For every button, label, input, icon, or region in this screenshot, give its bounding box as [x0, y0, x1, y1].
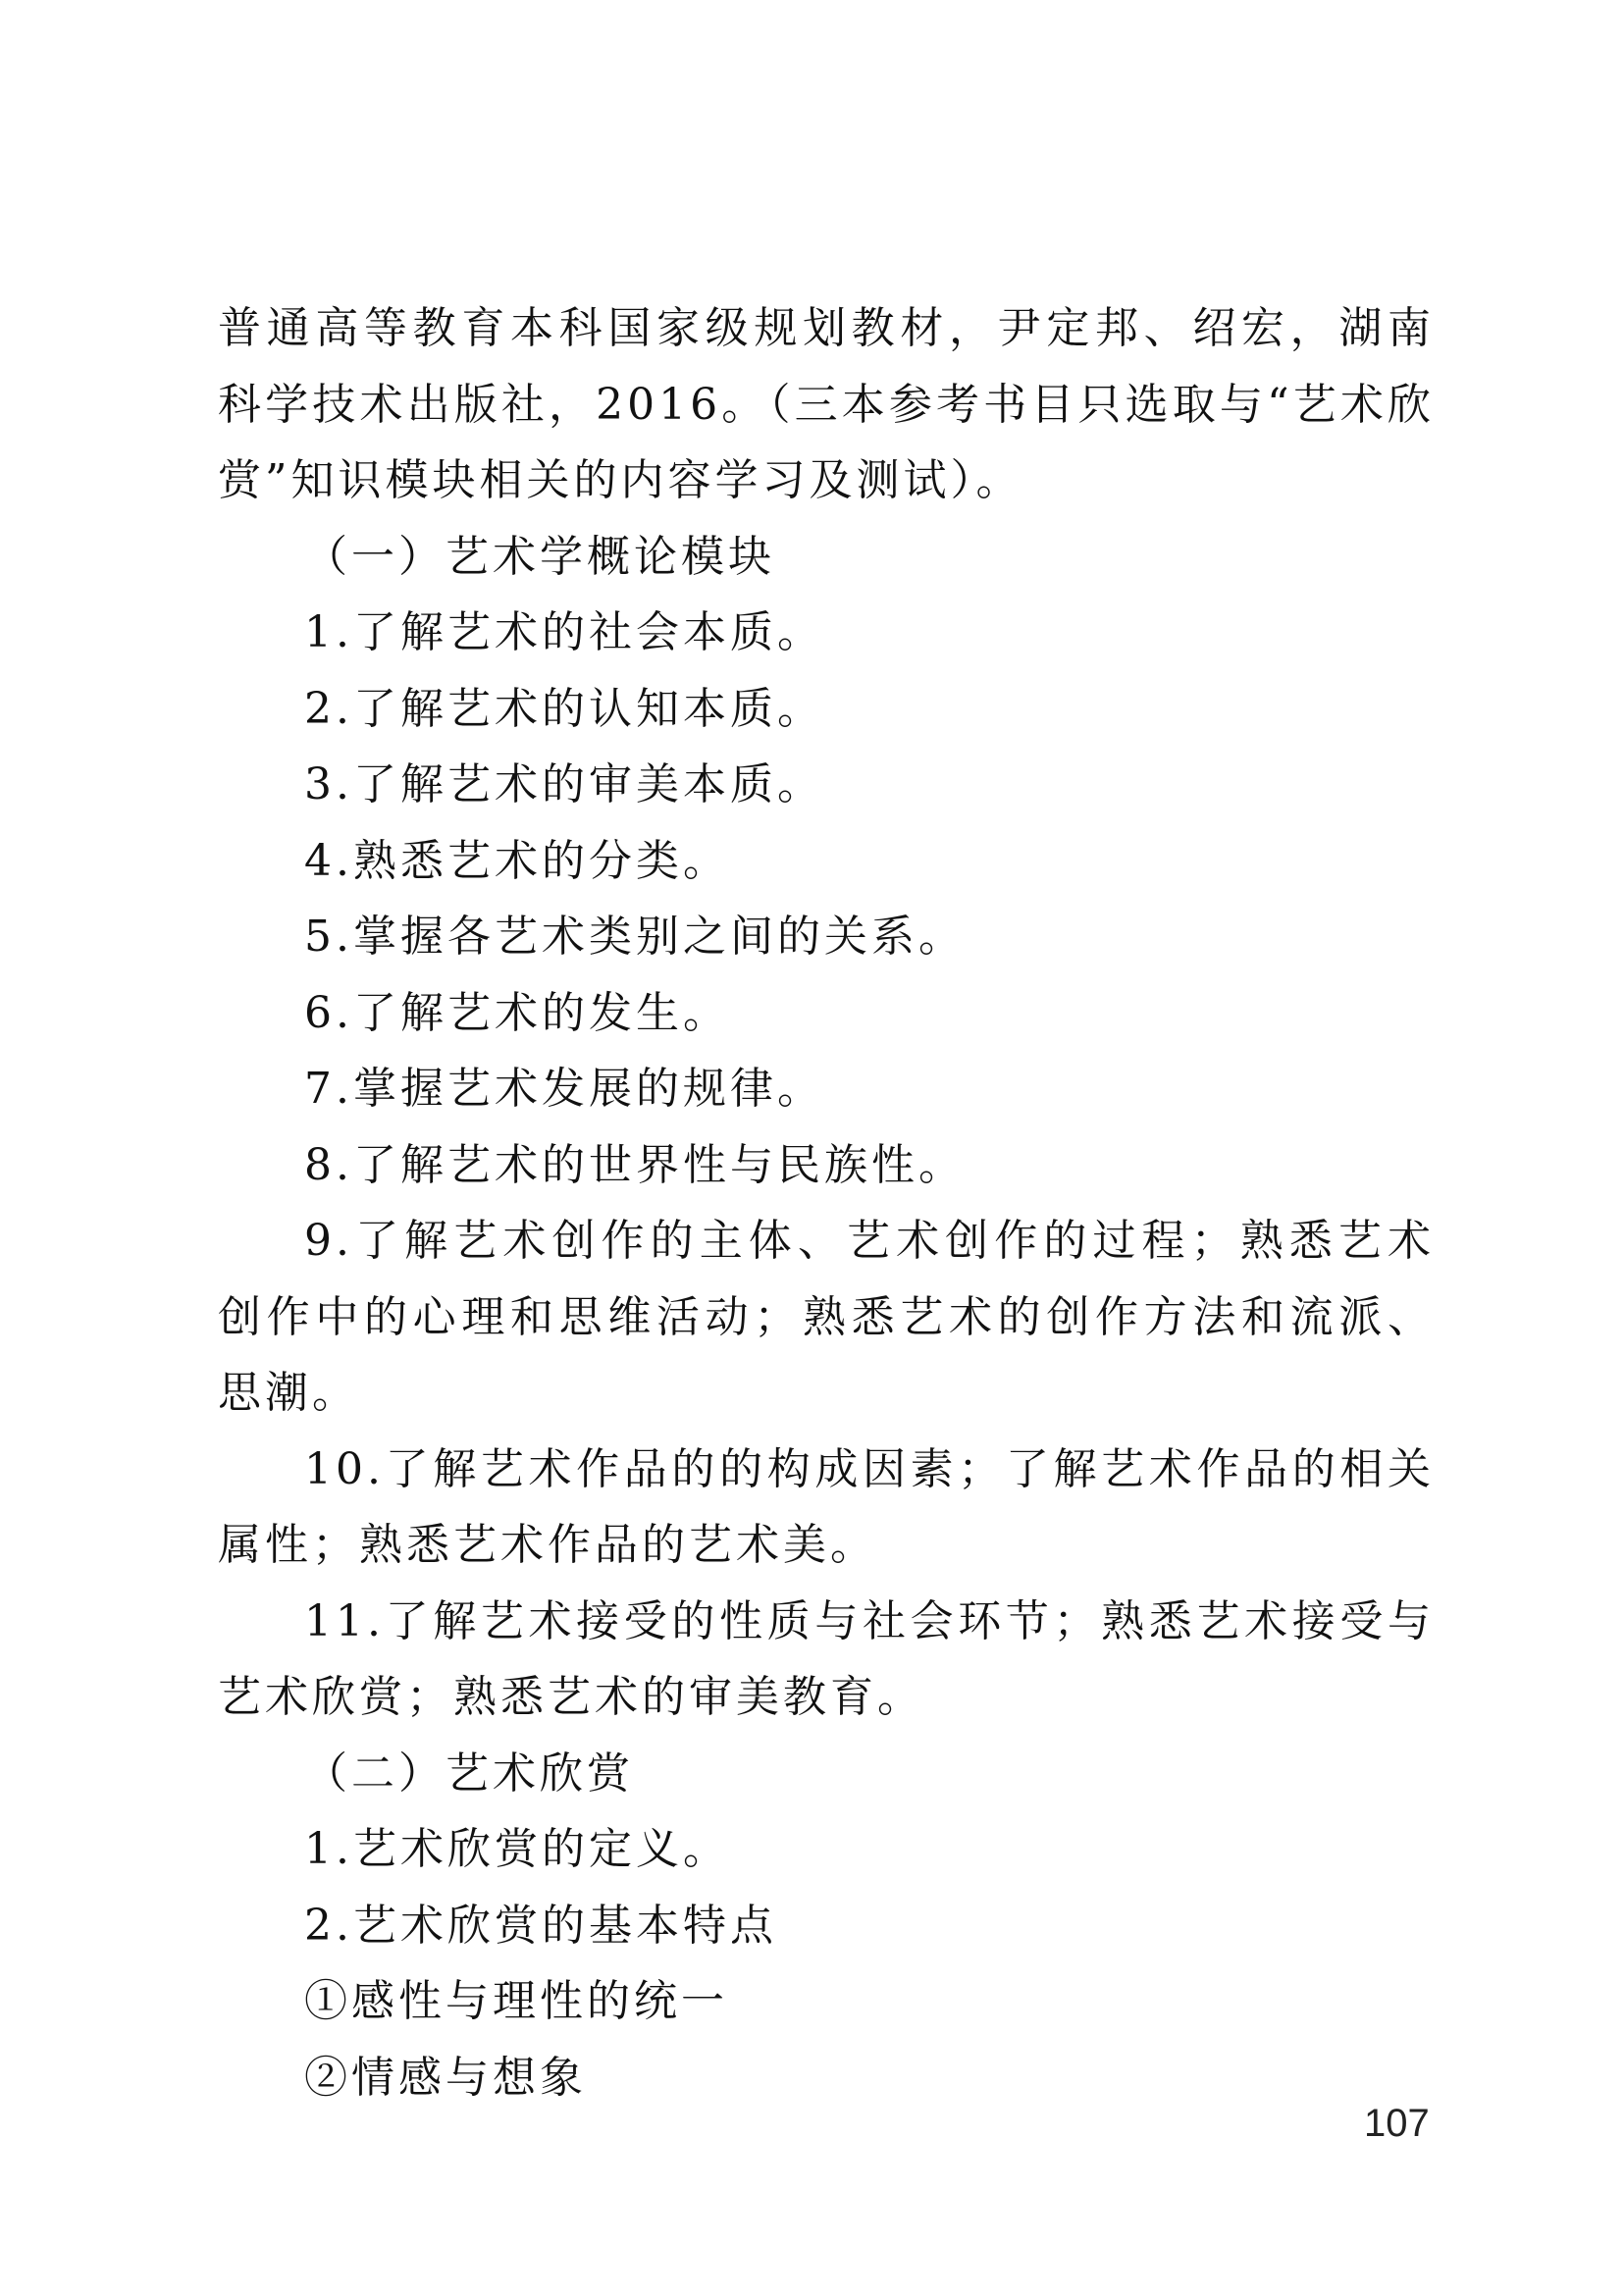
- sub-list-item: ②情感与想象: [304, 2052, 587, 2103]
- section-heading-art-appreciation: （二）艺术欣赏: [304, 1747, 634, 1799]
- section-heading-art-theory: （一）艺术学概论模块: [304, 531, 775, 582]
- sub-list-item: ①感性与理性的统一: [304, 1976, 728, 2026]
- list-item: 7.掌握艺术发展的规律。: [304, 1064, 824, 1114]
- list-item: 1.了解艺术的社会本质。: [304, 607, 824, 657]
- list-item: 1.艺术欣赏的定义。: [304, 1824, 730, 1874]
- list-item: 2.艺术欣赏的基本特点: [304, 1900, 777, 1951]
- list-item: 6.了解艺术的发生。: [304, 987, 730, 1038]
- list-item: 2.了解艺术的认知本质。: [304, 683, 824, 734]
- list-item: 4.熟悉艺术的分类。: [304, 835, 730, 886]
- list-item: 9.了解艺术创作的主体、艺术创作的过程；熟悉艺术创作中的心理和思维活动；熟悉艺术的创作方法和流派、思潮。: [218, 1216, 1435, 1418]
- list-item: 10.了解艺术作品的的构成因素；了解艺术作品的相关属性；熟悉艺术作品的艺术美。: [218, 1443, 1435, 1570]
- page-number: 107: [1364, 2102, 1430, 2145]
- list-item: 3.了解艺术的审美本质。: [304, 759, 824, 809]
- list-item: 8.了解艺术的世界性与民族性。: [304, 1139, 966, 1190]
- list-item: 11.了解艺术接受的性质与社会环节；熟悉艺术接受与艺术欣赏；熟悉艺术的审美教育。: [218, 1595, 1435, 1722]
- reference-continuation-paragraph: 普通高等教育本科国家级规划教材，尹定邦、绍宏，湖南科学技术出版社，2016。（三本参考书目只选取与“艺术欣赏”知识模块相关的内容学习及测试）。: [218, 303, 1435, 505]
- list-item: 5.掌握各艺术类别之间的关系。: [304, 912, 966, 962]
- body-text: [218, 290, 1435, 2115]
